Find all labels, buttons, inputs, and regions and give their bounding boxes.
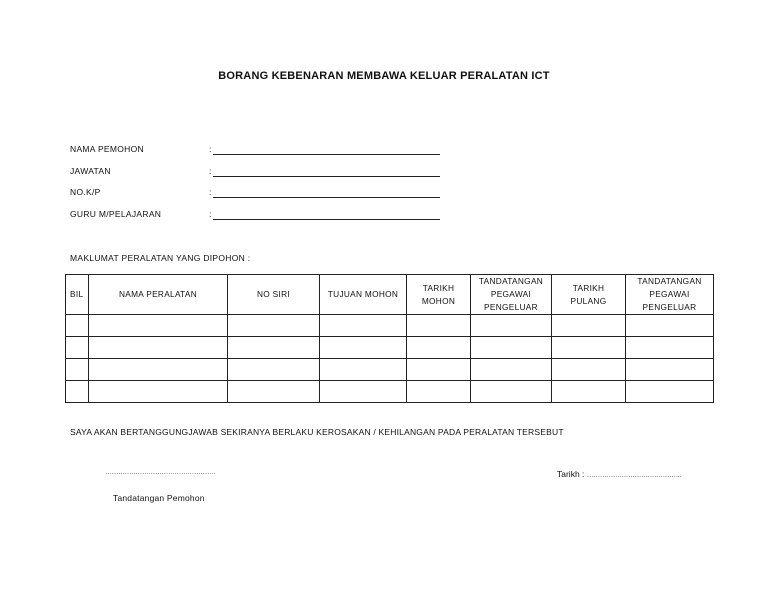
header-tarikh-pulang: TARIKH PULANG <box>552 275 626 315</box>
field-label-nama-pemohon: NAMA PEMOHON <box>70 144 144 154</box>
table-cell[interactable] <box>66 359 89 381</box>
table-cell[interactable] <box>228 359 320 381</box>
table-cell[interactable] <box>471 359 552 381</box>
table-cell[interactable] <box>552 315 626 337</box>
jawatan-line <box>213 176 440 177</box>
date-label: Tarikh : <box>557 469 585 479</box>
table-cell[interactable] <box>407 315 471 337</box>
signature-label: Tandatangan Pemohon <box>113 493 205 503</box>
table-cell[interactable] <box>552 337 626 359</box>
table-row <box>66 315 714 337</box>
table-row <box>66 381 714 403</box>
table-row <box>66 337 714 359</box>
field-colon: : <box>209 166 212 176</box>
header-tujuan-mohon: TUJUAN MOHON <box>320 275 407 315</box>
table-cell[interactable] <box>89 337 228 359</box>
table-cell[interactable] <box>407 381 471 403</box>
signature-line: …………………………………………… <box>105 469 216 476</box>
section-label: MAKLUMAT PERALATAN YANG DIPOHON : <box>70 253 251 263</box>
table-cell[interactable] <box>407 359 471 381</box>
table-cell[interactable] <box>320 337 407 359</box>
field-colon: : <box>209 209 212 219</box>
table-cell[interactable] <box>552 359 626 381</box>
table-row <box>66 359 714 381</box>
table-header-row <box>66 275 714 315</box>
table-cell[interactable] <box>228 381 320 403</box>
table-cell[interactable] <box>228 337 320 359</box>
table-cell[interactable] <box>471 337 552 359</box>
table-cell[interactable] <box>471 381 552 403</box>
table-cell[interactable] <box>320 315 407 337</box>
field-label-guru-m-pelajaran: GURU M/PELAJARAN <box>70 209 162 219</box>
field-label-jawatan: JAWATAN <box>70 166 111 176</box>
table-cell[interactable] <box>320 359 407 381</box>
header-nama-peralatan: NAMA PERALATAN <box>89 275 228 315</box>
table-cell[interactable] <box>552 381 626 403</box>
header-tarikh-mohon: TARIKH MOHON <box>407 275 471 315</box>
field-label-no-kp: NO.K/P <box>70 187 101 197</box>
header-tandatangan-pegawai-pengeluar: TANDATANGAN PEGAWAI PENGELUAR <box>471 275 552 315</box>
table-cell[interactable] <box>471 315 552 337</box>
table-cell[interactable] <box>320 381 407 403</box>
table-cell[interactable] <box>626 337 714 359</box>
equipment-table <box>65 274 714 403</box>
guru-m-pelajaran-line <box>213 219 440 220</box>
field-colon: : <box>209 144 212 154</box>
date-line: …………………………………….. <box>586 472 681 479</box>
header-tandatangan-pegawai-pengeluar-2: TANDATANGAN PEGAWAI PENGELUAR <box>626 275 714 315</box>
no-kp-line <box>213 197 440 198</box>
header-no-siri: NO SIRI <box>228 275 320 315</box>
date-field <box>557 469 681 479</box>
table-cell[interactable] <box>89 359 228 381</box>
field-colon: : <box>209 187 212 197</box>
table-cell[interactable] <box>66 381 89 403</box>
table-cell[interactable] <box>228 315 320 337</box>
responsibility-statement: SAYA AKAN BERTANGGUNGJAWAB SEKIRANYA BERLAKU KEROSAKAN / KEHILANGAN PADA PERALATAN TERSEBUT <box>70 427 564 437</box>
table-cell[interactable] <box>66 337 89 359</box>
table-cell[interactable] <box>407 337 471 359</box>
table-cell[interactable] <box>66 315 89 337</box>
form-title: BORANG KEBENARAN MEMBAWA KELUAR PERALATAN ICT <box>218 70 550 82</box>
nama-pemohon-line <box>213 154 440 155</box>
header-bil: BIL <box>66 275 89 315</box>
table-cell[interactable] <box>89 381 228 403</box>
table-cell[interactable] <box>626 315 714 337</box>
table-cell[interactable] <box>626 359 714 381</box>
table-cell[interactable] <box>626 381 714 403</box>
table-cell[interactable] <box>89 315 228 337</box>
